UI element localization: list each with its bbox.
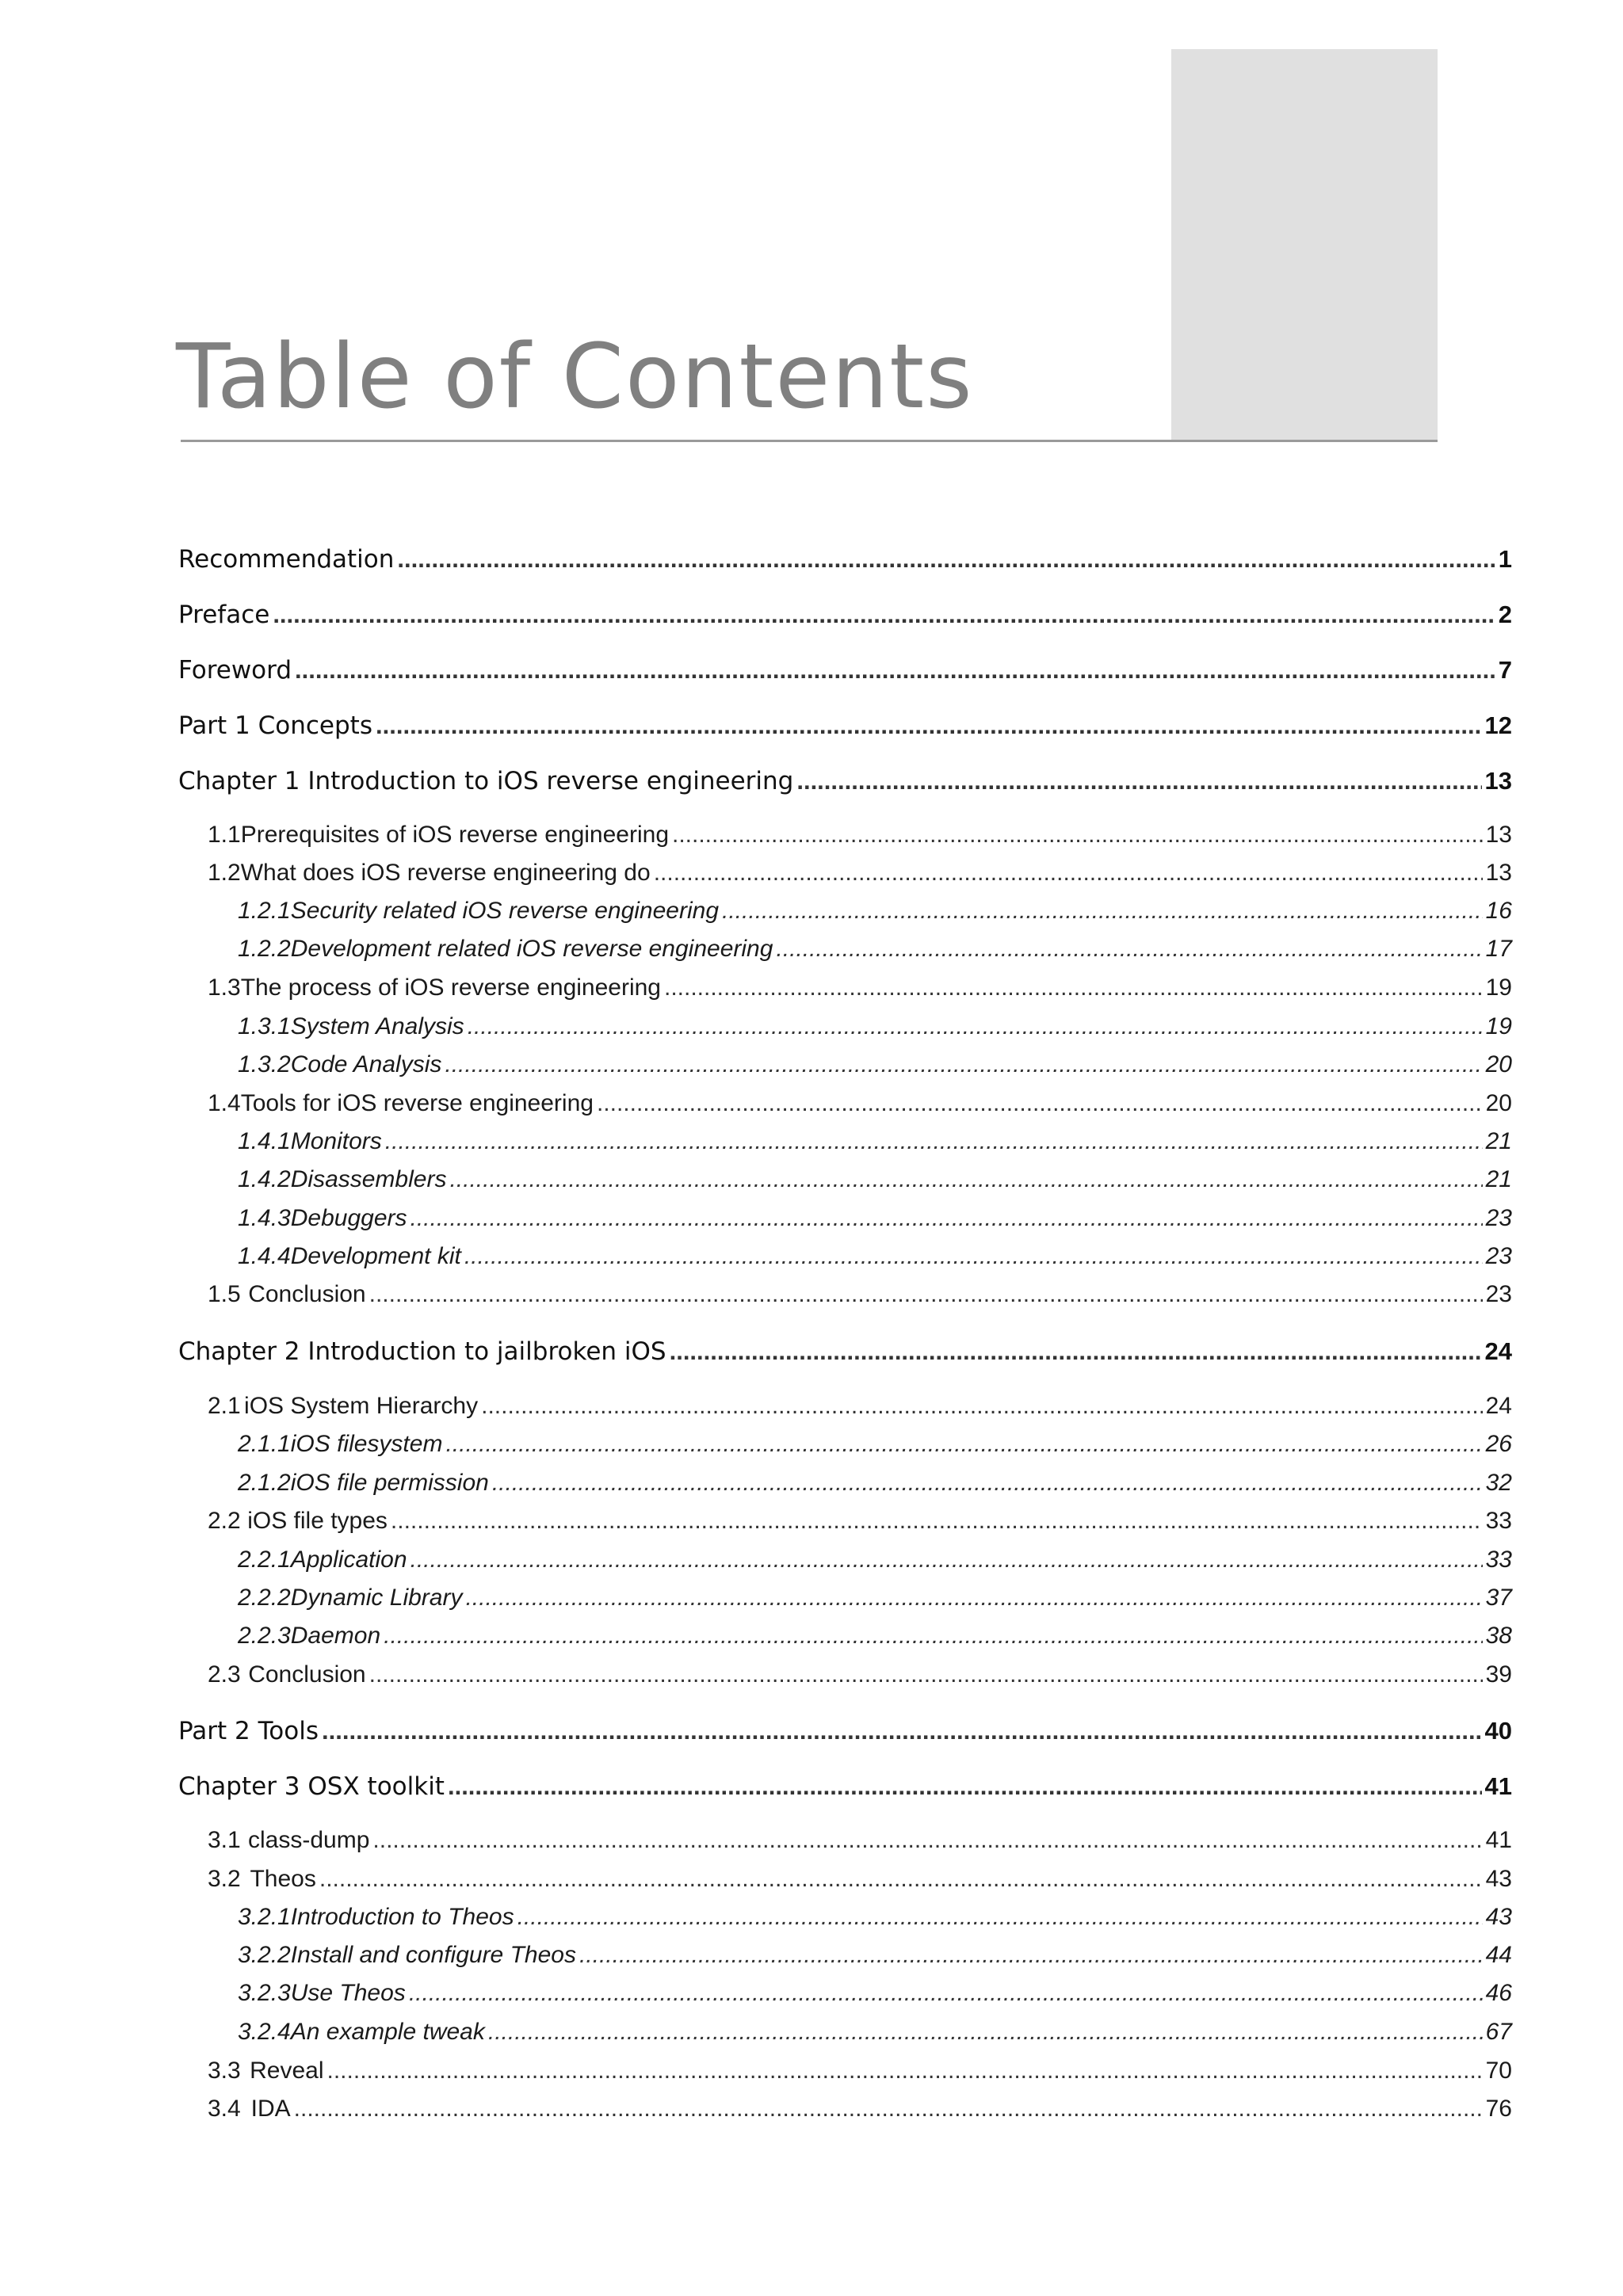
toc-entry-section-number: 3.3 [208, 2058, 241, 2084]
dot-leader [796, 767, 1481, 795]
toc-entry-page-number: 21 [1485, 1128, 1512, 1154]
toc-entry-page-number: 43 [1485, 1866, 1512, 1892]
toc-entry[interactable] [208, 1393, 1512, 1420]
toc-entry-page-number: 76 [1485, 2096, 1512, 2122]
toc-entry-page-number: 23 [1485, 1243, 1512, 1269]
toc-entry[interactable] [238, 1166, 1512, 1193]
toc-entry-label: Conclusion [248, 1661, 366, 1688]
dot-leader [468, 1013, 1483, 1040]
toc-entry-page-number: 20 [1485, 1090, 1512, 1116]
toc-entry-section-number: 1.2.2 [238, 936, 291, 962]
toc-entry-page-number: 16 [1485, 898, 1512, 924]
dot-leader [670, 1337, 1482, 1366]
toc-entry-label: Introduction to Theos [290, 1904, 514, 1930]
toc-entry[interactable] [238, 1470, 1512, 1497]
toc-entry[interactable] [208, 860, 1512, 887]
toc-entry[interactable] [238, 1013, 1512, 1040]
toc-entry-label: The process of iOS reverse engineering [240, 974, 661, 1001]
toc-entry-page-number: 37 [1485, 1585, 1512, 1611]
dot-leader [449, 1166, 1482, 1193]
dot-leader [445, 1431, 1482, 1458]
toc-entry[interactable] [178, 767, 1512, 795]
toc-entry-page-number: 2 [1498, 601, 1512, 628]
toc-entry[interactable] [238, 1980, 1512, 2007]
dot-leader [411, 1205, 1483, 1232]
toc-entry-page-number: 23 [1485, 1205, 1512, 1231]
toc-entry-section-number: 1.1 [208, 822, 241, 848]
toc-entry-section-number: 3.2.2 [238, 1942, 291, 1968]
toc-entry-label: Part 1 Concepts [178, 711, 372, 740]
toc-entry-label: iOS file types [247, 1508, 388, 1534]
dot-leader [445, 1051, 1482, 1078]
toc-entry-section-number: 2.2.1 [238, 1547, 291, 1573]
toc-entry-label: Tools for iOS reverse engineering [240, 1090, 594, 1116]
toc-entry-label: Chapter 1 Introduction to iOS reverse engineering [178, 767, 794, 795]
toc-entry-label: Application [290, 1547, 407, 1573]
dot-leader [488, 2019, 1483, 2046]
toc-entry-page-number: 40 [1484, 1717, 1512, 1745]
toc-entry-label: Development related iOS reverse engineering [290, 936, 773, 962]
toc-entry-page-number: 39 [1485, 1661, 1512, 1688]
toc-entry[interactable] [238, 1942, 1512, 1969]
toc-entry-section-number: 3.1 [208, 1827, 241, 1853]
toc-entry[interactable] [208, 822, 1512, 849]
dot-leader [369, 1281, 1483, 1308]
dot-leader [397, 545, 1495, 574]
dot-leader [322, 1717, 1482, 1745]
toc-entry-page-number: 67 [1485, 2019, 1512, 2045]
toc-entry-label: Security related iOS reverse engineering [290, 898, 720, 924]
dot-leader [409, 1980, 1483, 2007]
toc-entry-label: Part 2 Tools [178, 1717, 319, 1745]
toc-entry-label: Reveal [250, 2058, 324, 2084]
toc-entry[interactable] [238, 898, 1512, 925]
toc-entry[interactable] [208, 1090, 1512, 1117]
dot-leader [385, 1128, 1483, 1155]
toc-entry-page-number: 33 [1485, 1508, 1512, 1534]
toc-entry[interactable] [238, 1128, 1512, 1155]
toc-entry-label: Debuggers [290, 1205, 407, 1231]
toc-entry-label: iOS file permission [290, 1470, 489, 1496]
toc-entry[interactable] [178, 601, 1512, 629]
toc-entry-label: class-dump [248, 1827, 370, 1853]
toc-entry[interactable] [238, 1547, 1512, 1573]
toc-entry-section-number: 3.2 [208, 1866, 241, 1892]
toc-entry-page-number: 32 [1485, 1470, 1512, 1496]
toc-entry-section-number: 1.3.2 [238, 1051, 291, 1077]
toc-entry[interactable] [208, 1661, 1512, 1688]
toc-entry-section-number: 1.5 [208, 1281, 241, 1307]
dot-leader [517, 1904, 1483, 1931]
toc-entry-section-number: 2.1.1 [238, 1431, 291, 1457]
toc-entry-page-number: 21 [1485, 1166, 1512, 1192]
toc-entry-label: Install and configure Theos [290, 1942, 576, 1968]
toc-entry[interactable] [238, 1585, 1512, 1611]
toc-entry-page-number: 70 [1485, 2058, 1512, 2084]
toc-entry[interactable] [208, 2058, 1512, 2084]
toc-entry-label: iOS filesystem [290, 1431, 443, 1457]
toc-entry-section-number: 2.1.2 [238, 1470, 291, 1496]
toc-entry-page-number: 13 [1484, 767, 1512, 795]
dot-leader [376, 711, 1482, 740]
toc-entry-section-number: 1.2 [208, 860, 241, 886]
toc-entry-label: Chapter 3 OSX toolkit [178, 1772, 445, 1801]
toc-entry-section-number: 1.4 [208, 1090, 241, 1116]
toc-entry-page-number: 24 [1484, 1337, 1512, 1365]
toc-entry-page-number: 41 [1484, 1772, 1512, 1800]
decorative-corner-block [1171, 49, 1438, 441]
toc-entry-page-number: 12 [1484, 711, 1512, 739]
dot-leader [597, 1090, 1483, 1117]
toc-entry-section-number: 1.3 [208, 974, 241, 1001]
toc-entry-page-number: 7 [1498, 656, 1512, 684]
toc-entry-section-number: 1.3.1 [238, 1013, 291, 1039]
toc-entry-label: Foreword [178, 656, 292, 685]
toc-entry-label: Monitors [290, 1128, 382, 1154]
dot-leader [448, 1772, 1482, 1801]
dot-leader [722, 898, 1483, 925]
toc-entry-label: Conclusion [248, 1281, 366, 1307]
toc-entry-page-number: 20 [1485, 1051, 1512, 1077]
toc-entry-page-number: 17 [1485, 936, 1512, 962]
dot-leader [369, 1661, 1483, 1688]
dot-leader [481, 1393, 1483, 1420]
toc-entry[interactable] [238, 1051, 1512, 1078]
dot-leader [464, 1243, 1483, 1270]
toc-entry-label: Dynamic Library [290, 1585, 463, 1611]
dot-leader [664, 974, 1483, 1001]
toc-entry-section-number: 3.2.4 [238, 2019, 291, 2045]
toc-entry-section-number: 1.4.2 [238, 1166, 291, 1192]
toc-entry[interactable] [208, 1827, 1512, 1854]
toc-entry-page-number: 33 [1485, 1547, 1512, 1573]
toc-entry-page-number: 44 [1485, 1942, 1512, 1968]
toc-entry-label: Code Analysis [290, 1051, 442, 1077]
toc-entry-page-number: 46 [1485, 1980, 1512, 2006]
toc-entry-section-number: 1.2.1 [238, 898, 291, 924]
toc-entry-label: System Analysis [290, 1013, 464, 1039]
dot-leader [273, 601, 1495, 629]
toc-entry-section-number: 3.2.1 [238, 1904, 291, 1930]
toc-entry-section-number: 3.2.3 [238, 1980, 291, 2006]
toc-entry-label: Daemon [290, 1623, 381, 1649]
toc-entry-section-number: 2.1 [208, 1393, 241, 1419]
toc-entry[interactable] [178, 1772, 1512, 1801]
toc-entry-section-number: 2.2.2 [238, 1585, 291, 1611]
toc-entry-page-number: 41 [1485, 1827, 1512, 1853]
toc-entry-label: Development kit [290, 1243, 461, 1269]
toc-entry-page-number: 19 [1485, 974, 1512, 1001]
toc-entry-section-number: 1.4.1 [238, 1128, 291, 1154]
toc-entry[interactable] [238, 1205, 1512, 1232]
dot-leader [294, 2096, 1483, 2122]
toc-entry[interactable] [238, 1243, 1512, 1270]
dot-leader [411, 1547, 1483, 1573]
toc-entry-label: Use Theos [290, 1980, 406, 2006]
toc-entry-section-number: 3.4 [208, 2096, 241, 2122]
toc-entry-page-number: 13 [1485, 860, 1512, 886]
toc-entry-label: Recommendation [178, 545, 395, 574]
toc-entry-label: iOS System Hierarchy [244, 1393, 479, 1419]
dot-leader [654, 860, 1483, 887]
toc-entry-section-number: 1.4.4 [238, 1243, 291, 1269]
dot-leader [492, 1470, 1483, 1497]
dot-leader [465, 1585, 1482, 1611]
toc-entry[interactable] [238, 936, 1512, 963]
toc-entry[interactable] [208, 1866, 1512, 1893]
toc-entry-page-number: 13 [1485, 822, 1512, 848]
toc-entry-label: Preface [178, 601, 270, 629]
toc-entry-label: What does iOS reverse engineering do [240, 860, 651, 886]
toc-entry-label: IDA [250, 2096, 291, 2122]
toc-entry[interactable] [238, 1623, 1512, 1650]
toc-entry[interactable] [178, 656, 1512, 685]
toc-entry-page-number: 19 [1485, 1013, 1512, 1039]
dot-leader [391, 1508, 1483, 1535]
page-title: Table of Contents [176, 326, 974, 429]
dot-leader [579, 1942, 1483, 1969]
toc-entry-section-number: 2.3 [208, 1661, 241, 1688]
toc-entry[interactable] [178, 1337, 1512, 1366]
dot-leader [372, 1827, 1482, 1854]
title-underline [181, 440, 1438, 442]
toc-entry-page-number: 26 [1485, 1431, 1512, 1457]
toc-entry[interactable] [238, 2019, 1512, 2046]
toc-entry-label: Chapter 2 Introduction to jailbroken iOS [178, 1337, 666, 1366]
toc-entry-page-number: 38 [1485, 1623, 1512, 1649]
toc-entry[interactable] [178, 1717, 1512, 1745]
toc-entry[interactable] [238, 1904, 1512, 1931]
dot-leader [384, 1623, 1482, 1650]
toc-entry-label: Disassemblers [290, 1166, 447, 1192]
dot-leader [672, 822, 1483, 849]
toc-entry[interactable] [208, 2096, 1512, 2122]
toc-entry-label: An example tweak [290, 2019, 485, 2045]
toc-entry[interactable] [208, 1508, 1512, 1535]
toc-entry-label: Prerequisites of iOS reverse engineering [240, 822, 669, 848]
toc-entry-page-number: 43 [1485, 1904, 1512, 1930]
toc-entry[interactable] [208, 974, 1512, 1001]
toc-entry-section-number: 1.4.3 [238, 1205, 291, 1231]
toc-entry[interactable] [208, 1281, 1512, 1308]
dot-leader [295, 656, 1495, 685]
toc-entry-section-number: 2.2.3 [238, 1623, 291, 1649]
toc-entry-page-number: 23 [1485, 1281, 1512, 1307]
dot-leader [776, 936, 1482, 963]
dot-leader [319, 1866, 1483, 1893]
dot-leader [327, 2058, 1483, 2084]
toc-entry[interactable] [238, 1431, 1512, 1458]
toc-entry-page-number: 1 [1498, 545, 1512, 573]
toc-entry-label: Theos [250, 1866, 316, 1892]
toc-entry[interactable] [178, 711, 1512, 740]
toc-entry-section-number: 2.2 [208, 1508, 241, 1534]
toc-entry-page-number: 24 [1485, 1393, 1512, 1419]
toc-entry[interactable] [178, 545, 1512, 574]
